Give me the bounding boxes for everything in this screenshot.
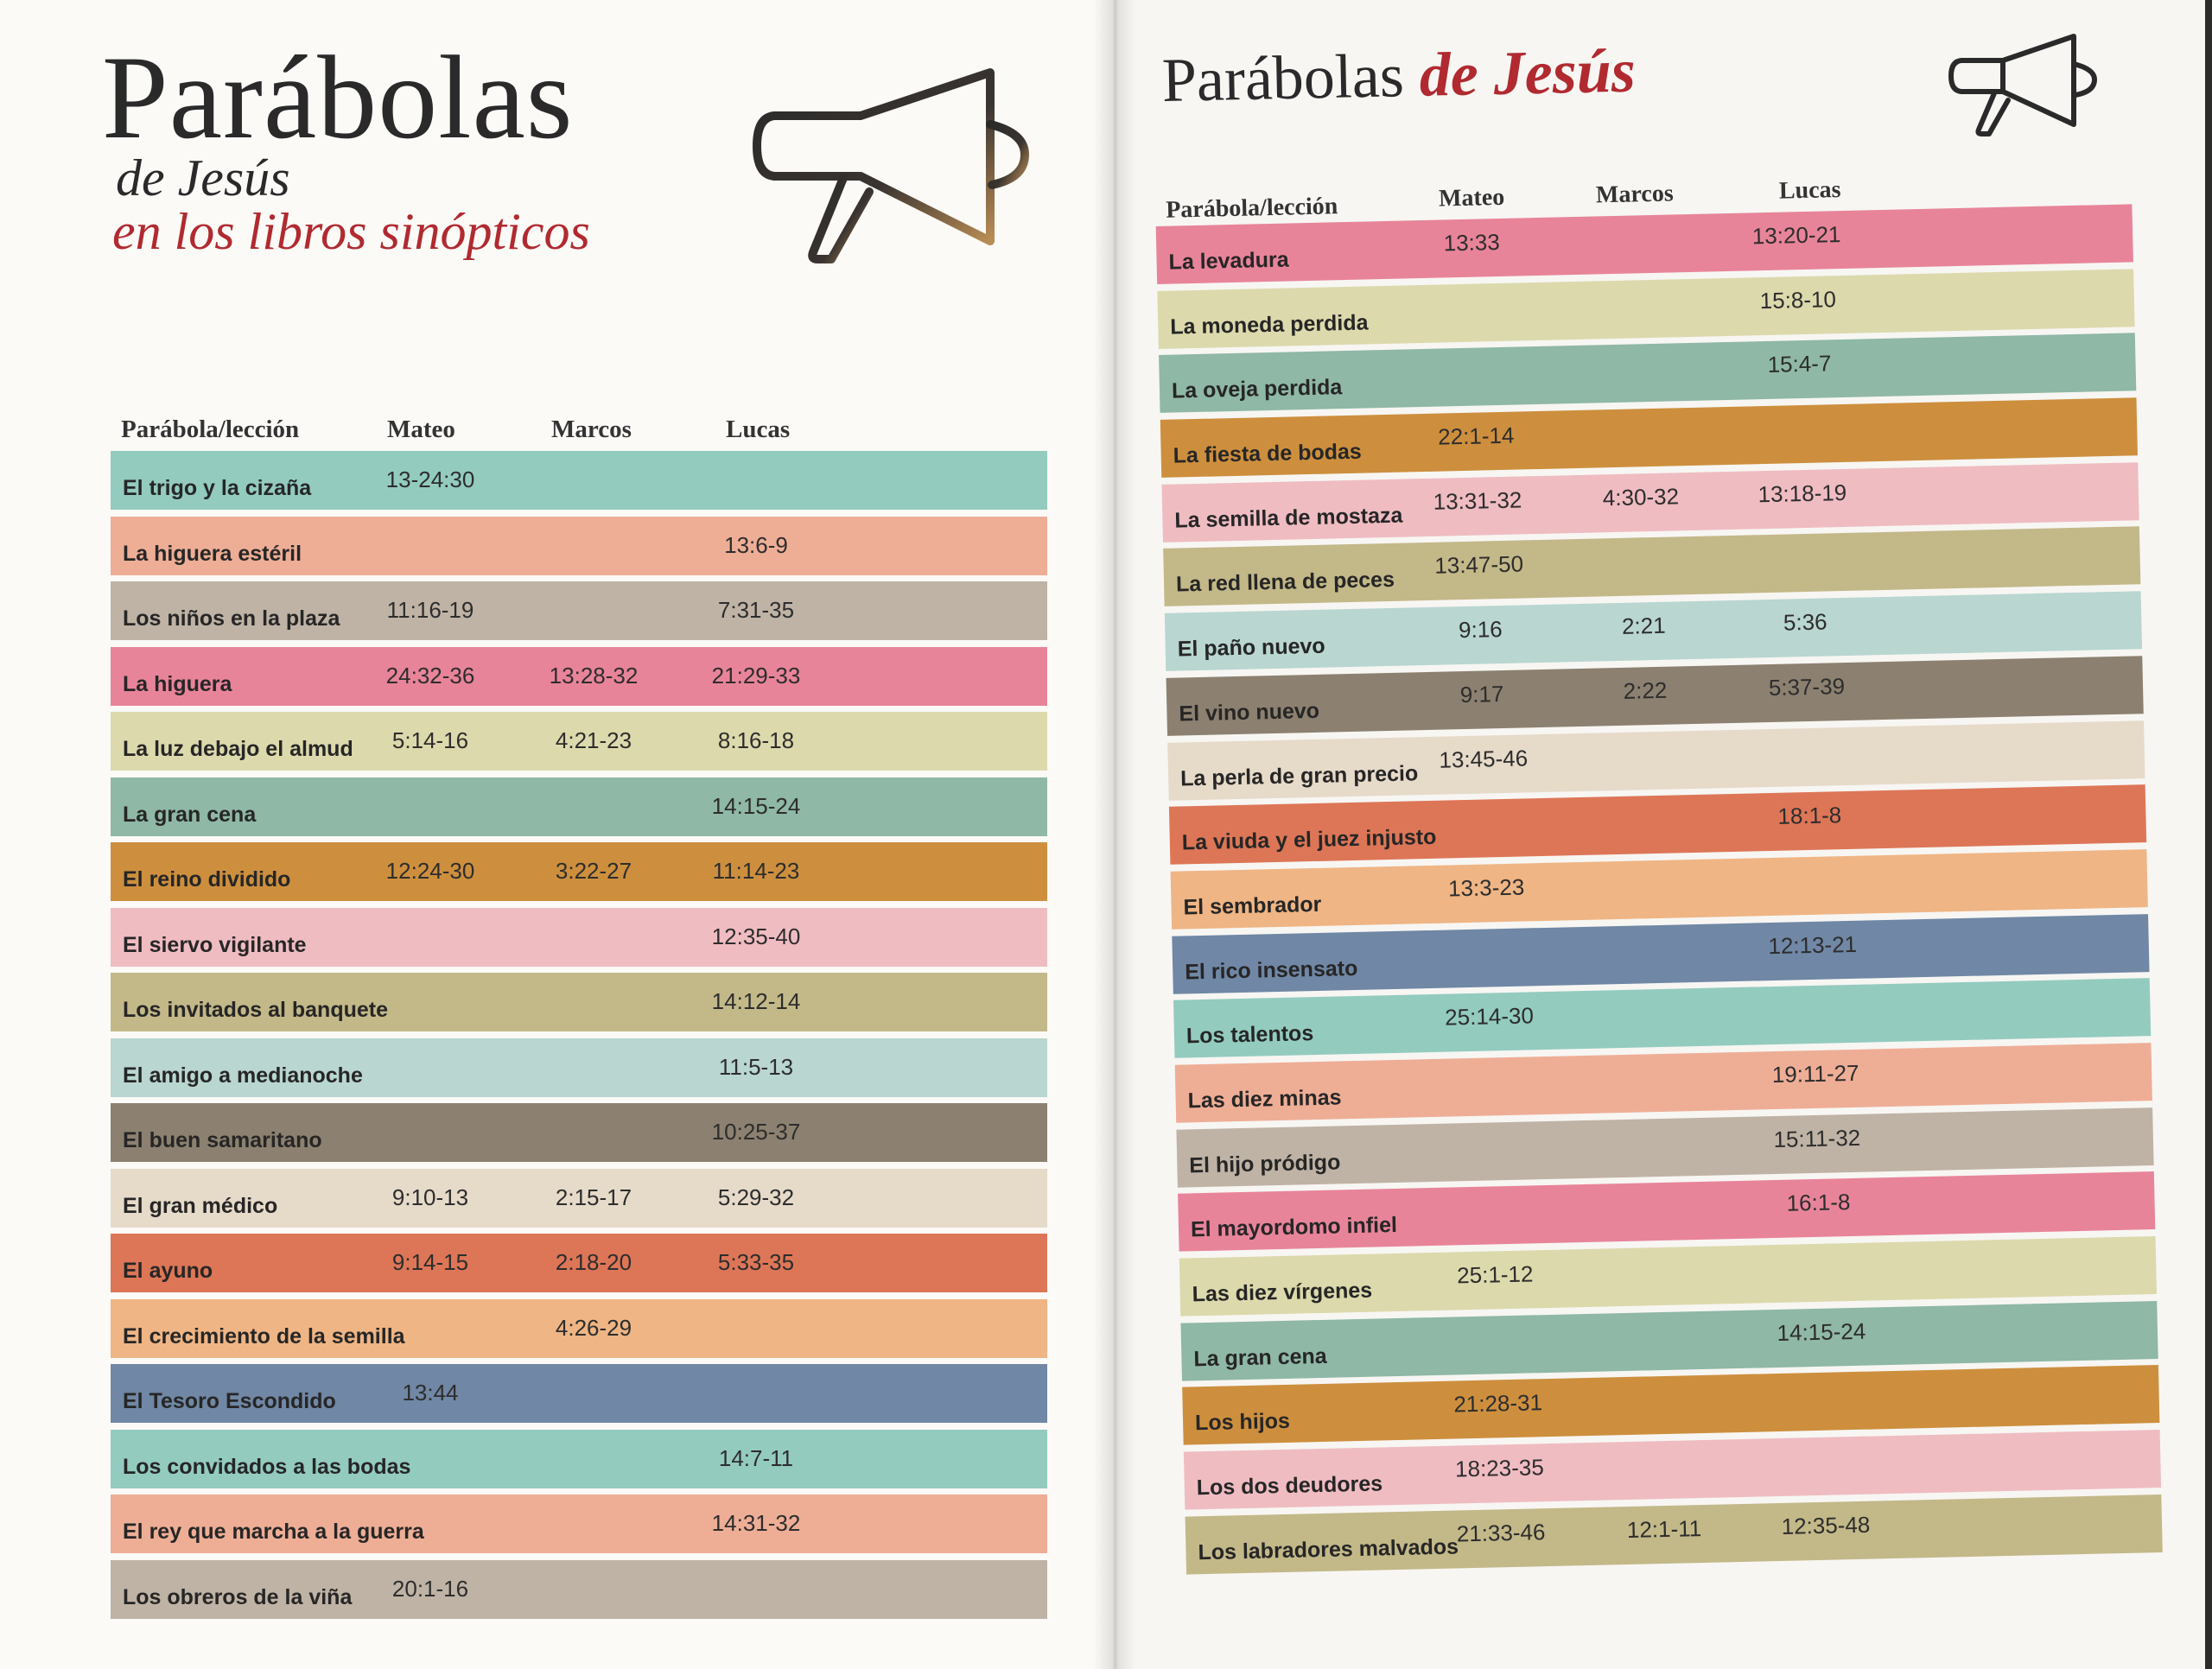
marcos-ref: 2:15-17 xyxy=(555,1184,632,1210)
lucas-ref: 11:5-13 xyxy=(718,1053,794,1080)
marcos-ref xyxy=(1570,998,1734,1001)
parable-name: La higuera estéril xyxy=(123,541,302,566)
lucas-ref: 14:15-24 xyxy=(1777,1317,1866,1346)
header-lucas: Lucas xyxy=(726,416,791,443)
mateo-ref: 11:16-19 xyxy=(386,597,474,623)
marcos-ref: 4:30-32 xyxy=(1602,483,1680,511)
table-body xyxy=(111,451,1047,1619)
parable-name: El hijo pródigo xyxy=(1189,1150,1341,1178)
lucas-ref: 18:1-8 xyxy=(1777,802,1842,830)
parable-name: La moneda perdida xyxy=(1170,310,1369,340)
table-row xyxy=(111,1038,1047,1097)
marcos-ref xyxy=(1555,353,1719,357)
parable-name: Las diez minas xyxy=(1187,1085,1342,1114)
lucas-ref: 8:16-18 xyxy=(717,727,795,753)
mateo-ref xyxy=(1392,357,1556,360)
table-row xyxy=(111,712,1047,771)
marcos-ref: 3:22-27 xyxy=(555,858,632,884)
marcos-ref: 4:21-23 xyxy=(555,727,632,753)
lucas-ref: 5:29-32 xyxy=(717,1184,795,1210)
lucas-ref: 10:25-37 xyxy=(711,1119,801,1145)
lucas-ref: 5:33-35 xyxy=(717,1249,795,1275)
lucas-ref: 13:6-9 xyxy=(724,531,788,558)
right-parables-table xyxy=(1154,140,2163,1581)
parable-name: Los niños en la plaza xyxy=(123,606,340,631)
parable-name: El crecimiento de la semilla xyxy=(123,1323,405,1349)
marcos-ref xyxy=(1566,804,1730,808)
table-row xyxy=(111,451,1047,510)
lucas-ref xyxy=(1721,543,1885,546)
parable-name: La fiesta de bodas xyxy=(1173,439,1363,468)
mateo-ref xyxy=(1414,1324,1579,1328)
marcos-ref xyxy=(1553,224,1717,227)
parable-name: El siervo vigilante xyxy=(123,932,307,957)
mateo-ref: 20:1-16 xyxy=(391,1575,469,1602)
marcos-ref xyxy=(1568,934,1732,937)
marcos-ref xyxy=(1560,547,1724,550)
table-row xyxy=(111,581,1047,640)
lucas-ref xyxy=(1742,1446,1906,1450)
mateo-ref: 9:17 xyxy=(1459,680,1504,708)
lucas-ref xyxy=(1732,994,1896,998)
parable-name: El amigo a medianoche xyxy=(123,1063,363,1088)
header-parabola: Parábola/lección xyxy=(1165,193,1338,224)
lucas-ref: 12:13-21 xyxy=(1768,930,1858,959)
mateo-ref: 13:44 xyxy=(402,1380,459,1406)
lucas-ref xyxy=(1740,1381,1904,1385)
table-row xyxy=(111,1169,1047,1228)
lucas-ref xyxy=(1738,1253,1902,1256)
marcos-ref xyxy=(1573,1127,1738,1131)
lucas-ref: 21:29-33 xyxy=(711,662,801,689)
marcos-ref: 2:21 xyxy=(1621,612,1666,639)
lucas-ref: 16:1-8 xyxy=(1786,1189,1851,1217)
parable-name: La viuda y el juez injusto xyxy=(1181,824,1437,855)
parable-name: La semilla de mostaza xyxy=(1174,503,1403,533)
parable-name: El gran médico xyxy=(123,1193,278,1218)
lucas-ref: 19:11-27 xyxy=(1771,1059,1859,1088)
right-title xyxy=(1161,35,1637,117)
table-row xyxy=(111,842,1047,901)
table-row xyxy=(111,973,1047,1031)
parable-name: El Tesoro Escondido xyxy=(123,1389,336,1413)
table-row xyxy=(111,908,1047,967)
parable-name: La red llena de peces xyxy=(1175,568,1395,597)
header-marcos: Marcos xyxy=(1595,180,1675,209)
lucas-ref xyxy=(1729,866,1893,869)
marcos-ref: 13:28-32 xyxy=(549,662,639,689)
lucas-ref: 11:14-23 xyxy=(712,858,800,884)
mateo-ref: 13:45-46 xyxy=(1439,744,1529,773)
parable-name: El mayordomo infiel xyxy=(1190,1213,1398,1242)
lucas-ref: 15:4-7 xyxy=(1767,350,1832,378)
parable-name: Los talentos xyxy=(1185,1021,1314,1049)
marcos-ref: 2:18-20 xyxy=(555,1249,632,1275)
mateo-ref: 25:1-12 xyxy=(1456,1260,1534,1289)
table-row xyxy=(111,1364,1047,1423)
megaphone-icon xyxy=(1946,31,2101,138)
lucas-ref: 7:31-35 xyxy=(717,597,795,623)
header-mateo: Mateo xyxy=(1438,183,1505,213)
parable-name: El rico insensato xyxy=(1184,955,1358,984)
mateo-ref: 22:1-14 xyxy=(1437,422,1515,450)
lucas-ref: 15:11-32 xyxy=(1773,1124,1861,1152)
lucas-ref: 15:8-10 xyxy=(1759,285,1837,314)
mateo-ref: 21:33-46 xyxy=(1456,1518,1546,1547)
parable-name: Los convidados a las bodas xyxy=(123,1454,411,1479)
mateo-ref xyxy=(1402,809,1567,812)
header-parabola: Parábola/lección xyxy=(121,416,300,443)
mateo-ref: 9:14-15 xyxy=(391,1249,469,1275)
megaphone-icon xyxy=(748,64,1042,268)
parable-name: La oveja perdida xyxy=(1171,375,1343,403)
mateo-ref xyxy=(1410,1131,1574,1134)
parable-name: La levadura xyxy=(1168,247,1289,275)
marcos-ref xyxy=(1579,1385,1743,1388)
marcos-ref xyxy=(1578,1321,1742,1324)
mateo-ref xyxy=(1391,292,1555,295)
parable-name: Los hijos xyxy=(1194,1409,1291,1436)
table-row xyxy=(111,1560,1047,1619)
lucas-ref xyxy=(1726,736,1890,739)
left-title: Parábolas xyxy=(102,31,574,163)
mateo-ref: 13:3-23 xyxy=(1447,873,1525,902)
mateo-ref: 9:10-13 xyxy=(391,1184,469,1210)
table-row xyxy=(111,1299,1047,1358)
lucas-ref: 12:35-40 xyxy=(711,923,801,949)
parable-name: El vino nuevo xyxy=(1179,698,1320,727)
table-body xyxy=(1156,204,2163,1574)
mateo-ref: 25:14-30 xyxy=(1444,1002,1535,1031)
parable-name: Las diez vírgenes xyxy=(1192,1278,1373,1307)
header-mateo: Mateo xyxy=(387,416,455,443)
lucas-ref: 14:31-32 xyxy=(711,1510,801,1536)
lucas-ref: 13:18-19 xyxy=(1758,479,1847,507)
parable-name: La luz debajo el almud xyxy=(123,737,353,761)
table-row xyxy=(111,1234,1047,1292)
right-title-accent: de Jesús xyxy=(1418,35,1637,110)
lucas-ref: 5:36 xyxy=(1783,608,1827,636)
mateo-ref: 13:33 xyxy=(1443,228,1501,257)
parable-name: La gran cena xyxy=(123,802,257,827)
lucas-ref: 12:35-48 xyxy=(1781,1511,1871,1539)
parable-name: Los dos deudores xyxy=(1196,1471,1383,1501)
marcos-ref xyxy=(1572,1063,1736,1066)
marcos-ref xyxy=(1564,740,1728,744)
mateo-ref xyxy=(1406,937,1570,941)
marcos-ref xyxy=(1554,289,1719,292)
mateo-ref xyxy=(1411,1196,1575,1199)
mateo-ref xyxy=(1408,1066,1573,1069)
left-subtitle-de-jesus: de Jesús xyxy=(116,149,290,206)
parable-name: El buen samaritano xyxy=(123,1128,322,1152)
header-lucas: Lucas xyxy=(1778,175,1841,205)
marcos-ref: 12:1-11 xyxy=(1626,1514,1702,1543)
mateo-ref: 18:23-35 xyxy=(1454,1454,1545,1482)
parable-name: La gran cena xyxy=(1193,1343,1327,1372)
parable-name: El sembrador xyxy=(1183,892,1322,920)
lucas-ref: 14:15-24 xyxy=(711,792,801,819)
mateo-ref: 13-24:30 xyxy=(385,466,475,492)
table-row xyxy=(111,1103,1047,1162)
marcos-ref: 2:22 xyxy=(1623,676,1668,704)
lucas-ref: 13:20-21 xyxy=(1751,221,1841,250)
parable-name: El reino dividido xyxy=(123,867,291,892)
mateo-ref: 13:31-32 xyxy=(1433,486,1522,515)
lucas-ref: 5:37-39 xyxy=(1768,672,1846,701)
mateo-ref: 9:16 xyxy=(1458,616,1503,644)
parable-name: El paño nuevo xyxy=(1177,633,1325,662)
marcos-ref xyxy=(1580,1450,1745,1453)
lucas-ref xyxy=(1719,414,1883,417)
marcos-ref xyxy=(1576,1256,1740,1260)
right-page xyxy=(1115,0,2205,1669)
parable-name: Los obreros de la viña xyxy=(123,1584,353,1609)
parable-name: La perla de gran precio xyxy=(1179,760,1419,790)
table-row xyxy=(111,1430,1047,1488)
table-row xyxy=(111,777,1047,836)
parable-name: Los invitados al banquete xyxy=(123,998,388,1022)
header-marcos: Marcos xyxy=(551,416,632,443)
marcos-ref xyxy=(1567,869,1732,873)
marcos-ref xyxy=(1557,417,1721,421)
parable-name: El ayuno xyxy=(123,1259,213,1283)
table-row xyxy=(111,647,1047,706)
marcos-ref xyxy=(1574,1191,1738,1195)
mateo-ref: 13:47-50 xyxy=(1434,550,1524,580)
left-subtitle-sinopticos: en los libros sinópticos xyxy=(112,203,590,260)
mateo-ref: 24:32-36 xyxy=(385,662,475,689)
parable-name: Los labradores malvados xyxy=(1198,1534,1459,1565)
table-row xyxy=(111,517,1047,575)
mateo-ref: 21:28-31 xyxy=(1453,1389,1543,1418)
mateo-ref: 5:14-16 xyxy=(391,727,469,753)
lucas-ref: 14:7-11 xyxy=(718,1444,794,1471)
marcos-ref: 4:26-29 xyxy=(555,1314,632,1341)
lucas-ref: 14:12-14 xyxy=(711,988,801,1014)
right-title-main: Parábolas xyxy=(1161,41,1405,115)
table-header xyxy=(111,387,1047,451)
left-parables-table xyxy=(111,387,1047,1625)
parable-name: La higuera xyxy=(123,671,232,696)
table-row xyxy=(111,1494,1047,1553)
mateo-ref: 12:24-30 xyxy=(385,858,475,884)
parable-name: El rey que marcha a la guerra xyxy=(123,1520,424,1544)
parable-name: El trigo y la cizaña xyxy=(123,476,312,500)
